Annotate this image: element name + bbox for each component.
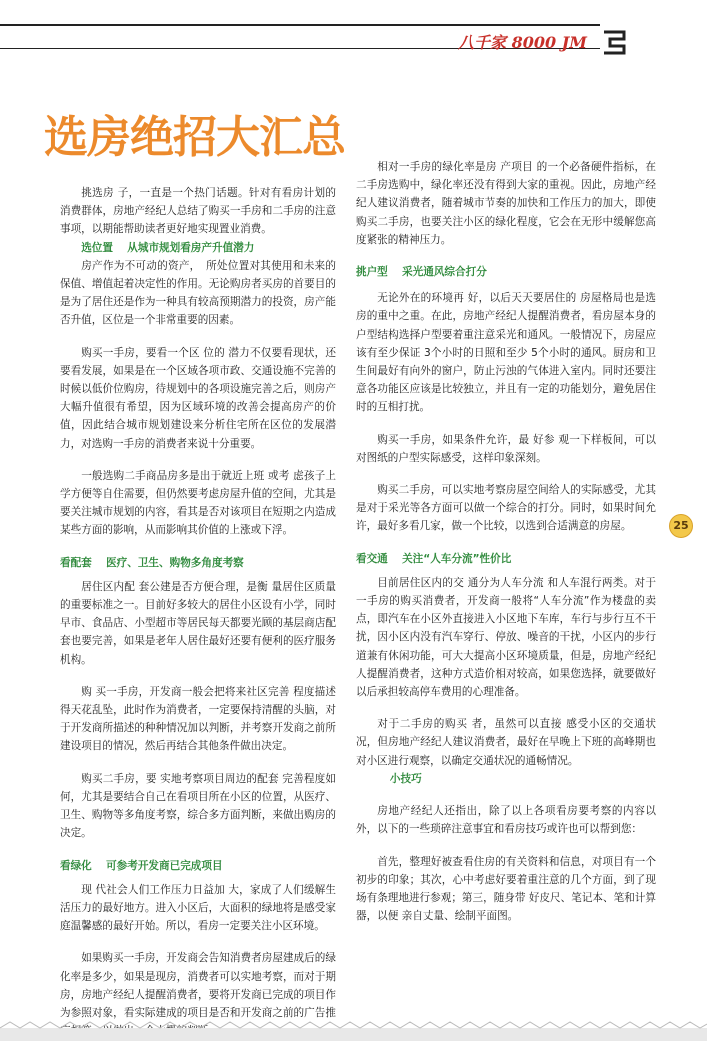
paragraph: 房产作为不可动的资产， 所处位置对其使用和未来的保值、增值起着决定性的作用。无论购房者买房的首要目的是为了居住还是作为一种具有较高预期潜力的投资，房产能否升值，区位是一个非常重要的因素。	[60, 259, 336, 327]
paragraph: 目前居住区内的交 通分为人车分流 和人车混行两类。对于一手房的购买消费者，开发商一般将“人车分流”作为楼盘的卖点，即汽车在小区外直接进入小区地下车库，车行与步行互不干扰，因小区内没有汽车穿行、停放、噪音的干扰，小区内的步行道兼有休闲功能，可大大提高小区环境质量，但是，房地产经纪人提醒消费者，这种方式造价相对较高，如果您选择，就要做好以后承担较高停车费用的心理准备。	[356, 576, 656, 699]
right-column	[356, 78, 656, 925]
paragraph: 购买一手房，要看一个区 位的 潜力不仅要看现状，还要看发展，如果是在一个区域各项市政、交通设施不完善的时候以低价位购房，待规划中的各项设施完善之后，则房产大幅升值很有希望，因为区域环境的改善会提高房产的价值，因此结合城市规划建设来分析住宅所在区位的发展潜力，对选购一手房的消费者来说十分重要。	[60, 346, 336, 450]
brand-emblem-icon	[600, 26, 630, 56]
brand-logo-text: 八千家 8000 JM	[458, 33, 587, 52]
paragraph: 无论外在的环境再 好，以后天天要居住的 房屋格局也是选房的重中之重。在此，房地产经纪人提醒消费者，看房屋本身的户型结构选择户型要着重注意采光和通风。一般情况下，房屋应该有至少保证 3个小时的日照和至少 5个小时的通风。厨房和卫生间最好有向外的窗户，防止污浊的气体进入室内。同时还要注意各功能区应该是比较独立，并且有一定的功能划分，避免居住时的互相打扰。	[356, 292, 656, 414]
page-header	[0, 0, 707, 58]
section-heading-location: 选位置 从城市规划看房产升值潜力	[81, 241, 255, 254]
section-heading-greenery: 看绿化 可参考开发商已完成项目	[60, 859, 223, 872]
section-heading-tips: 小技巧	[389, 772, 422, 785]
paragraph: 首先，整理好被查看住房的有关资料和信息，对项目有一个初步的印象；其次，心中考虑好要着重注意的几个方面，到了现场有条理地进行参观；第三，随身带 好皮尺、笔记本、笔和计算器，以便 亲自丈量、绘制平面图。	[356, 855, 656, 923]
article-title: 选房绝招大汇总	[44, 112, 345, 163]
left-column	[60, 184, 336, 1040]
page-number-badge: 25	[669, 514, 693, 538]
paragraph: 对于二手房的购买 者，虽然可以直接 感受小区的交通状况，但房地产经纪人建议消费者，最好在早晚上下班的高峰期也对小区进行观察，以确定交通状况的通畅情况。	[356, 718, 656, 767]
section-heading-traffic: 看交通 关注“人车分流”性价比	[356, 552, 512, 565]
paragraph: 购买二手房，要 实地考察项目周边的配套 完善程度如何，尤其是要结合自己在看项目所在小区的位置，从医疗、卫生、购物等多角度考察，综合多方面判断，来做出购房的决定。	[60, 772, 336, 840]
paragraph: 购 买一手房，开发商一般会把将来社区完善 程度描述得天花乱坠，此时作为消费者，一定要保持清醒的头脑，对于开发商所描述的种种情况加以判断，并考察开发商之前所建设项目的情况，然后再结合其他条件做出决定。	[60, 685, 336, 753]
intro-paragraph: 挑选房 子，一直是一个热门话题。针对有看房计划的消费群体，房地产经纪人总结了购买一手房和二手房的注意事项，以期能帮助读者更好地实现置业消费。	[60, 187, 336, 236]
paragraph: 一般选购二手商品房多是出于就近上班 或考 虑孩子上学方便等自住需要，但仍然要考虑房屋升值的空间，尤其是要关注城市规划的内容，看其是否对该项目在短期之内造成某些方面的影响，从而影响其价值的上涨或下浮。	[60, 469, 336, 537]
header-rule	[0, 24, 600, 26]
section-heading-layout: 挑户型 采光通风综合打分	[356, 266, 487, 279]
paragraph: 购买一手房，如果条件允许，最 好参 观一下样板间，可以对图纸的户型实际感受，这样印象深刻。	[356, 433, 656, 464]
footer-decoration	[0, 1018, 707, 1041]
section-heading-facilities: 看配套 医疗、卫生、购物多角度考察	[60, 556, 244, 569]
paragraph: 居住区内配 套公建是否方便合理，是衡 量居住区质量的重要标准之一。目前好多较大的居住小区设有小学，同时早市、食品店、小型超市等居民每天都要光顾的基层商店配套也要完善，如果是老年人居住最好还要有便利的医疗服务机构。	[60, 580, 336, 666]
paragraph: 现 代社会人们工作压力日益加 大，家成了人们缓解生活压力的最好地方。进入小区后，大面积的绿地将是感受家庭温馨感的最好开始。所以，看房一定要关注小区环境。	[60, 883, 336, 933]
paragraph: 购买二手房，可以实地考察房屋空间给人的实际感受，尤其是对于采光等各方面可以做一个综合的打分。同时，如果时间允许，最好多看几家，做一个比较，以选到合适满意的房屋。	[356, 484, 656, 533]
paragraph: 房地产经纪人还指出，除了以上各项看房要考察的内容以外，以下的一些琐碎注意事宜和看房技巧或许也可以帮到您：	[356, 805, 656, 836]
paragraph: 如果购买一手房，开发商会告知消费者房屋建成后的绿化率是多少，如果是现房，消费者可以实地考察，而对于期房，房地产经纪人提醒消费者，要将开发商已完成的项目作为参照对象，看实际建成的项目是否和开发商之前的广告推	[60, 952, 336, 1019]
paragraph: 相对一手房的绿化率是房 产项目 的一个必备硬件指标，在二手房选购中，绿化率还没有得到大家的重视。因此，房地产经纪人建议消费者，随着城市节奏的加快和工作压力的加大，即使购买二手房，也要关注小区的绿化程度，它会在无形中缓解您高度紧张的精神压力。	[356, 161, 656, 246]
